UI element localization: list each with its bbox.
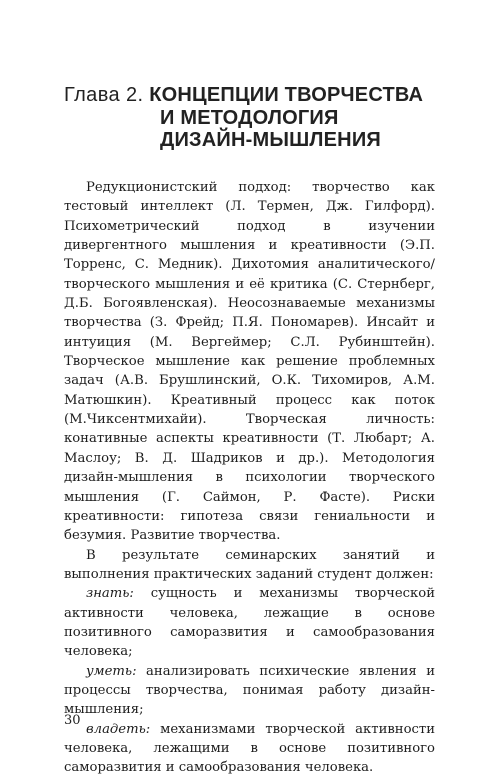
topics-paragraph: Редукционистский подход: творчество как тестовый интеллект (Л. Термен, Дж. Гилфорд). Психометрический подход в изучении дивергентного мышления и креативности (Э.П. Торренс, С. Медник). Дихотомия аналитического/творческого мышления и её критика (С. Стернберг, Д.Б. Богоявленская). Неосознаваемые механизмы творчества (З. Фрейд; П.Я. Пономарев). Инсайт и интуиция (М. Вергеймер; С.Л. Рубинштейн). Творческое мышление как решение проблемных задач (А.В. Брушлинский, О.К. Тихомиров, А.М. Матюшкин). Креативный процесс как поток (М.Чиксентмихайи). Творческая личность: конативные аспекты креативности (Т. Любарт; А. Маслоу; В. Д. Шадриков и др.). Методология дизайн-мышления в психологии творческого мышления (Г. Саймон, Р. Фасте). Риски креативности: гипотеза связи гениальности и безумия. Развитие творчества. bbox=[64, 180, 435, 544]
chapter-heading-line-1 bbox=[64, 84, 464, 107]
outcome-can-term: уметь: bbox=[86, 663, 137, 679]
outcomes-intro-paragraph: В результате семинарских занятий и выполнения практических заданий студент должен: bbox=[64, 547, 435, 582]
outcome-master-text: механизмами творческой активности человека, лежащими в основе позитивного саморазвития и самообразования человека. bbox=[64, 721, 435, 776]
outcome-know-text: сущность и механизмы творческой активности человека, лежащие в основе позитивного саморазвития и самообразования человека; bbox=[64, 586, 435, 660]
chapter-title-part-2: И МЕТОДОЛОГИЯ bbox=[160, 106, 339, 129]
chapter-number: Глава 2. bbox=[64, 84, 144, 106]
chapter-title-part-1: КОНЦЕПЦИИ ТВОРЧЕСТВА bbox=[149, 84, 424, 106]
outcome-know bbox=[64, 584, 435, 661]
outcome-know-term: знать: bbox=[86, 586, 134, 602]
page-number: 30 bbox=[64, 713, 81, 728]
outcome-master-term: владеть: bbox=[86, 721, 151, 737]
outcome-can-text: анализировать психические явления и процессы творчества, понимая работу дизайн-мышления; bbox=[64, 663, 435, 718]
chapter-title-part-3: ДИЗАЙН-МЫШЛЕНИЯ bbox=[160, 129, 381, 151]
outcome-master bbox=[64, 720, 435, 778]
chapter-body bbox=[64, 178, 435, 778]
outcome-can bbox=[64, 662, 435, 720]
chapter-heading bbox=[64, 84, 464, 152]
